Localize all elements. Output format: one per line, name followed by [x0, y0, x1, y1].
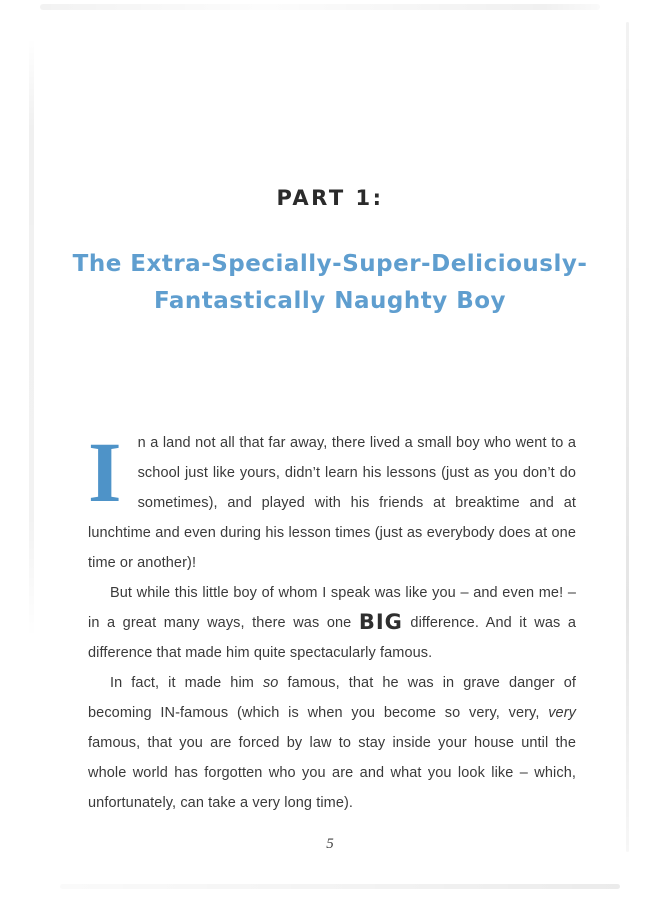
body-text — [88, 424, 577, 818]
scan-edge-bottom — [60, 884, 620, 889]
scan-edge-left — [29, 38, 34, 638]
text-run: famous, that you are forced by law to stay inside your house until the whole world has forgotten who you are and what you look like – which, unfortunately, can take a very long time). — [88, 735, 576, 811]
text-run-italic: very — [548, 705, 576, 721]
drop-cap: I — [88, 424, 122, 520]
text-run: But while this little boy of whom I speak was like you – and even me! – in a great many ways, there was one — [88, 585, 576, 631]
text-run: famous, that he was in grave danger of becoming IN-famous (which is when you become so very, very, — [88, 675, 576, 721]
page-number: 5 — [326, 836, 334, 852]
book-title — [0, 246, 660, 320]
body-paragraph — [88, 668, 576, 818]
text-run: n a land not all that far away, there lived a small boy who went to a school just like yours, didn’t learn his lessons (just as you don’t do sometimes), and played with his friends at breaktime and at lunchtime and even during his lesson times (just as everybody does at one time or another)! — [88, 435, 576, 571]
scan-edge-top — [40, 4, 600, 10]
text-run: In fact, it made him — [110, 675, 263, 691]
text-run-italic: so — [262, 675, 279, 691]
scan-edge-right — [626, 22, 629, 852]
text-run-big: BIG — [358, 610, 403, 634]
title-line-1: The Extra-Specially-Super-Deliciously- — [72, 251, 588, 277]
body-paragraph — [88, 578, 576, 668]
title-line-2: Fantastically Naughty Boy — [153, 288, 507, 314]
body-paragraph — [88, 424, 576, 578]
text-run: difference. And it was a difference that made him quite spectacularly famous. — [88, 615, 577, 661]
part-heading: PART 1: — [276, 186, 384, 210]
